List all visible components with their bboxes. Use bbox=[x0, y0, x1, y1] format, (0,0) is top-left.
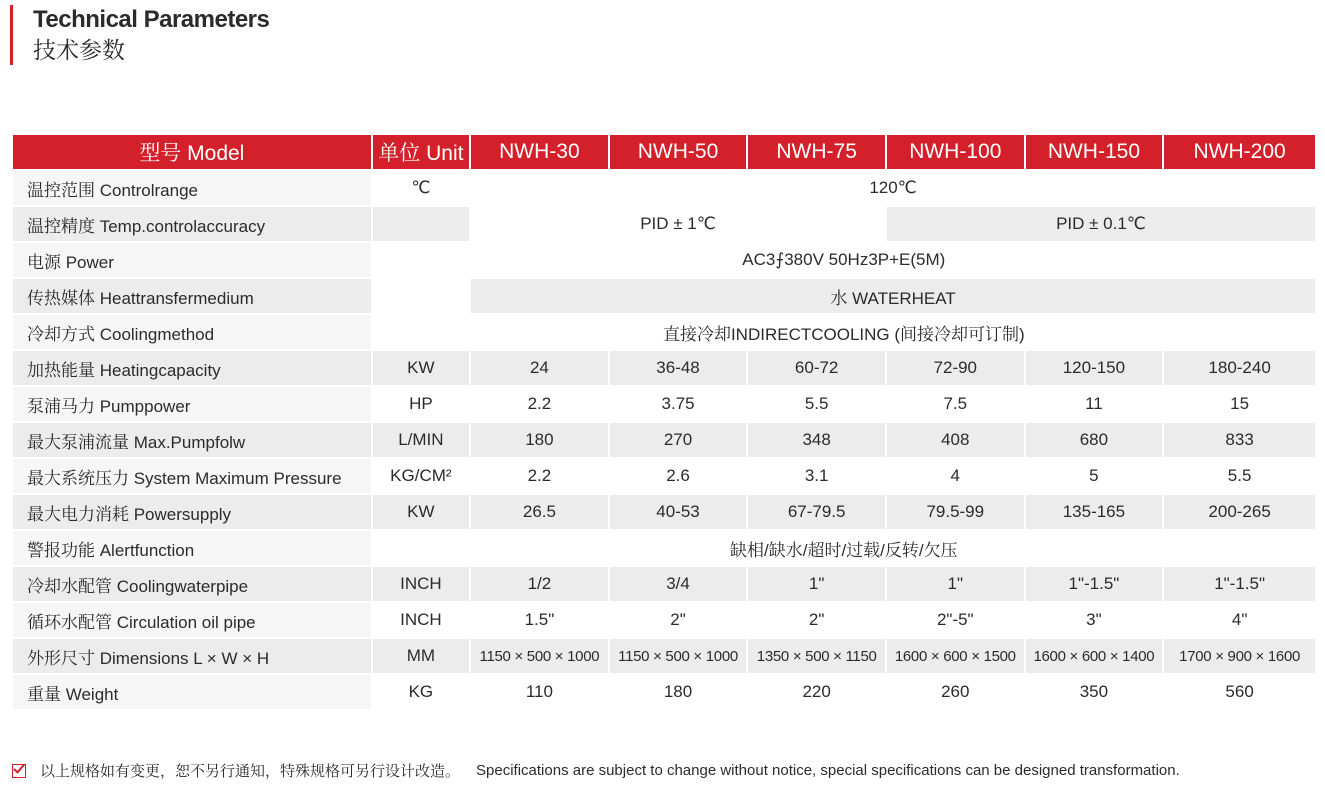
table-row bbox=[13, 459, 1315, 493]
row-value: 348 bbox=[748, 423, 885, 457]
row-value: 2.2 bbox=[471, 459, 608, 493]
row-value: 15 bbox=[1164, 387, 1315, 421]
row-value: 180-240 bbox=[1164, 351, 1315, 385]
table-row bbox=[13, 603, 1315, 637]
header-nwh-200: NWH-200 bbox=[1164, 135, 1315, 169]
checkbox-icon bbox=[12, 764, 26, 778]
row-value: 1700 × 900 × 1600 bbox=[1164, 639, 1315, 673]
header-nwh-30: NWH-30 bbox=[471, 135, 608, 169]
row-value: 680 bbox=[1026, 423, 1163, 457]
table-row bbox=[13, 387, 1315, 421]
row-label: 电源 Power bbox=[13, 243, 371, 277]
page-heading bbox=[10, 5, 269, 65]
row-value: 3.1 bbox=[748, 459, 885, 493]
table-row bbox=[13, 315, 1315, 349]
row-label: 警报功能 Alertfunction bbox=[13, 531, 371, 565]
row-unit: INCH bbox=[373, 603, 469, 637]
row-label: 最大泵浦流量 Max.Pumpfolw bbox=[13, 423, 371, 457]
row-label: 加热能量 Heatingcapacity bbox=[13, 351, 371, 385]
row-value: 67-79.5 bbox=[748, 495, 885, 529]
row-value: 1600 × 600 × 1500 bbox=[887, 639, 1024, 673]
footer-note-en: Specifications are subject to change without notice, special specifications can be designed transformation. bbox=[476, 762, 1180, 779]
row-value: 1" bbox=[748, 567, 885, 601]
table-row bbox=[13, 207, 1315, 241]
row-value: 2.2 bbox=[471, 387, 608, 421]
row-value: 36-48 bbox=[610, 351, 747, 385]
row-value: 1"-1.5" bbox=[1164, 567, 1315, 601]
row-value: 2" bbox=[610, 603, 747, 637]
row-value: 24 bbox=[471, 351, 608, 385]
row-unit: L/MIN bbox=[373, 423, 469, 457]
row-unit: INCH bbox=[373, 567, 469, 601]
row-value: 4" bbox=[1164, 603, 1315, 637]
row-value: 2" bbox=[748, 603, 885, 637]
row-unit: HP bbox=[373, 387, 469, 421]
table-header-row bbox=[13, 135, 1315, 169]
row-value: 3/4 bbox=[610, 567, 747, 601]
row-value: AC3⨍380V 50Hz3P+E(5M) bbox=[373, 243, 1315, 277]
row-value: 560 bbox=[1164, 675, 1315, 709]
row-value: 缺相/缺水/超时/过载/反转/欠压 bbox=[373, 531, 1315, 565]
row-value: 180 bbox=[610, 675, 747, 709]
table-row bbox=[13, 243, 1315, 277]
table-row bbox=[13, 279, 1315, 313]
header-nwh-100: NWH-100 bbox=[887, 135, 1024, 169]
header-nwh-150: NWH-150 bbox=[1026, 135, 1163, 169]
footer-note bbox=[12, 760, 1318, 781]
header-model: 型号 Model bbox=[13, 135, 371, 169]
row-label: 重量 Weight bbox=[13, 675, 371, 709]
row-value: 3" bbox=[1026, 603, 1163, 637]
row-label: 最大电力消耗 Powersupply bbox=[13, 495, 371, 529]
row-value: 180 bbox=[471, 423, 608, 457]
row-value: 1.5" bbox=[471, 603, 608, 637]
row-value: 1/2 bbox=[471, 567, 608, 601]
row-value: 3.75 bbox=[610, 387, 747, 421]
row-label: 冷却水配管 Coolingwaterpipe bbox=[13, 567, 371, 601]
header-nwh-75: NWH-75 bbox=[748, 135, 885, 169]
row-value: 79.5-99 bbox=[887, 495, 1024, 529]
row-label: 温控精度 Temp.controlaccuracy bbox=[13, 207, 371, 241]
row-value: 2"-5" bbox=[887, 603, 1024, 637]
table-row bbox=[13, 495, 1315, 529]
row-value: 72-90 bbox=[887, 351, 1024, 385]
row-value: 40-53 bbox=[610, 495, 747, 529]
row-value: 60-72 bbox=[748, 351, 885, 385]
row-label: 温控范围 Controlrange bbox=[13, 171, 371, 205]
row-value: 5.5 bbox=[1164, 459, 1315, 493]
row-value: 1150 × 500 × 1000 bbox=[471, 639, 608, 673]
row-label: 外形尺寸 Dimensions L × W × H bbox=[13, 639, 371, 673]
row-unit: KW bbox=[373, 351, 469, 385]
row-unit: KG/CM² bbox=[373, 459, 469, 493]
row-value: 水 WATERHEAT bbox=[471, 279, 1315, 313]
table-row bbox=[13, 351, 1315, 385]
row-label: 最大系统压力 System Maximum Pressure bbox=[13, 459, 371, 493]
row-value: 350 bbox=[1026, 675, 1163, 709]
row-unit: KW bbox=[373, 495, 469, 529]
row-value: 833 bbox=[1164, 423, 1315, 457]
row-value: 1" bbox=[887, 567, 1024, 601]
table-row bbox=[13, 531, 1315, 565]
row-value: 260 bbox=[887, 675, 1024, 709]
row-value: 26.5 bbox=[471, 495, 608, 529]
row-value: 270 bbox=[610, 423, 747, 457]
row-value: 120-150 bbox=[1026, 351, 1163, 385]
row-value: 11 bbox=[1026, 387, 1163, 421]
row-value: 4 bbox=[887, 459, 1024, 493]
row-unit: ℃ bbox=[373, 171, 469, 205]
row-label: 传热媒体 Heattransfermedium bbox=[13, 279, 371, 313]
row-unit: MM bbox=[373, 639, 469, 673]
table-row bbox=[13, 675, 1315, 709]
table-row bbox=[13, 639, 1315, 673]
heading-title-cn: 技术参数 bbox=[33, 37, 125, 63]
row-value: PID ± 0.1℃ bbox=[887, 207, 1315, 241]
row-value: 120℃ bbox=[471, 171, 1315, 205]
row-value: 200-265 bbox=[1164, 495, 1315, 529]
header-unit: 单位 Unit bbox=[373, 135, 469, 169]
row-value: 直接冷却INDIRECTCOOLING (间接冷却可订制) bbox=[373, 315, 1315, 349]
row-unit bbox=[373, 207, 469, 241]
row-label: 泵浦马力 Pumppower bbox=[13, 387, 371, 421]
row-value: 135-165 bbox=[1026, 495, 1163, 529]
footer-note-cn: 以上规格如有变更，恕不另行通知，特殊规格可另行设计改造。 bbox=[40, 763, 461, 780]
row-value: 5 bbox=[1026, 459, 1163, 493]
row-value: 1"-1.5" bbox=[1026, 567, 1163, 601]
row-value: 1350 × 500 × 1150 bbox=[748, 639, 885, 673]
row-value: 2.6 bbox=[610, 459, 747, 493]
row-value: 1150 × 500 × 1000 bbox=[610, 639, 747, 673]
row-unit bbox=[373, 279, 469, 313]
heading-title-en: Technical Parameters bbox=[33, 6, 270, 33]
row-value: 1600 × 600 × 1400 bbox=[1026, 639, 1163, 673]
row-value: PID ± 1℃ bbox=[471, 207, 885, 241]
row-value: 110 bbox=[471, 675, 608, 709]
technical-parameters-table bbox=[11, 133, 1317, 711]
table-row bbox=[13, 171, 1315, 205]
table-row bbox=[13, 423, 1315, 457]
row-value: 7.5 bbox=[887, 387, 1024, 421]
row-label: 冷却方式 Coolingmethod bbox=[13, 315, 371, 349]
row-unit: KG bbox=[373, 675, 469, 709]
header-nwh-50: NWH-50 bbox=[610, 135, 747, 169]
row-value: 5.5 bbox=[748, 387, 885, 421]
row-label: 循环水配管 Circulation oil pipe bbox=[13, 603, 371, 637]
row-value: 408 bbox=[887, 423, 1024, 457]
row-value: 220 bbox=[748, 675, 885, 709]
table-row bbox=[13, 567, 1315, 601]
